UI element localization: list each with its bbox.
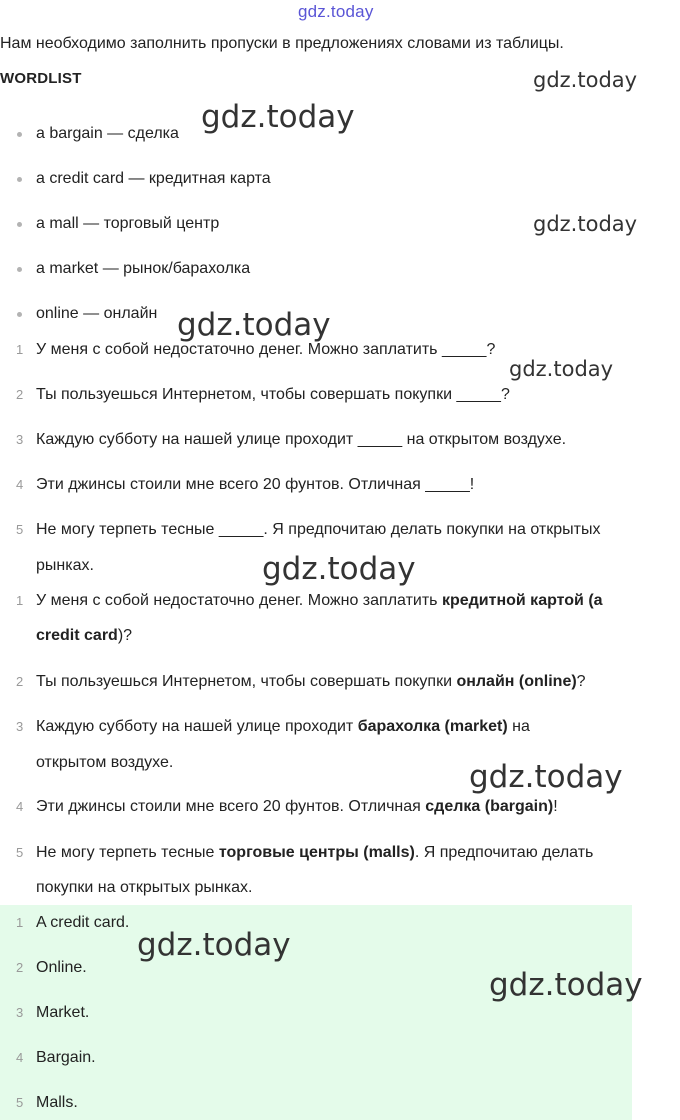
exercise-sentence: У меня с собой недостаточно денег. Можно заплатить _____? xyxy=(36,341,496,358)
list-number: 4 xyxy=(16,477,24,492)
watermark: gdz.today xyxy=(177,307,331,343)
translation-sentence-continued: credit card)? xyxy=(36,627,133,644)
bullet-icon xyxy=(17,177,22,182)
watermark-top: gdz.today xyxy=(298,2,374,21)
list-number: 3 xyxy=(16,1005,24,1020)
intro-text: Нам необходимо заполнить пропуски в предложениях словами из таблицы. xyxy=(0,35,564,52)
exercise-sentence: Ты пользуешься Интернетом, чтобы совершать покупки _____? xyxy=(36,386,510,403)
bullet-icon xyxy=(17,267,22,272)
list-number: 4 xyxy=(16,799,24,814)
answers-panel xyxy=(0,905,632,1120)
wordlist-item: a mall — торговый центр xyxy=(36,215,220,232)
list-number: 1 xyxy=(16,915,24,930)
translation-sentence-continued: открытом воздухе. xyxy=(36,754,174,771)
list-number: 2 xyxy=(16,387,24,402)
list-number: 2 xyxy=(16,960,24,975)
wordlist-item: online — онлайн xyxy=(36,305,158,322)
answer-item: Malls. xyxy=(36,1094,78,1111)
watermark: gdz.today xyxy=(201,99,355,135)
wordlist-item: a bargain — сделка xyxy=(36,125,179,142)
exercise-sentence: Эти джинсы стоили мне всего 20 фунтов. Отличная _____! xyxy=(36,476,475,493)
exercise-sentence-continued: рынках. xyxy=(36,557,94,574)
answer-item: A credit card. xyxy=(36,914,130,931)
answer-item: Bargain. xyxy=(36,1049,96,1066)
translation-sentence: Ты пользуешься Интернетом, чтобы совершать покупки онлайн (online)? xyxy=(36,673,586,690)
watermark: gdz.today xyxy=(533,68,638,92)
list-number: 5 xyxy=(16,1095,24,1110)
bullet-icon xyxy=(17,222,22,227)
watermark: gdz.today xyxy=(509,357,614,381)
list-number: 4 xyxy=(16,1050,24,1065)
list-number: 1 xyxy=(16,342,24,357)
list-number: 3 xyxy=(16,432,24,447)
bullet-icon xyxy=(17,312,22,317)
watermark: gdz.today xyxy=(137,927,291,963)
wordlist-title: WORDLIST xyxy=(0,70,82,87)
wordlist-item: a credit card — кредитная карта xyxy=(36,170,271,187)
bullet-icon xyxy=(17,132,22,137)
list-number: 2 xyxy=(16,674,24,689)
list-number: 1 xyxy=(16,593,24,608)
list-number: 5 xyxy=(16,522,24,537)
watermark: gdz.today xyxy=(533,212,638,236)
translation-sentence: У меня с собой недостаточно денег. Можно заплатить кредитной картой (a xyxy=(36,592,603,609)
list-number: 5 xyxy=(16,845,24,860)
watermark: gdz.today xyxy=(489,967,643,1003)
translation-sentence: Не могу терпеть тесные торговые центры (malls). Я предпочитаю делать xyxy=(36,844,594,861)
answer-item: Online. xyxy=(36,959,87,976)
answer-item: Market. xyxy=(36,1004,90,1021)
translation-sentence-continued: покупки на открытых рынках. xyxy=(36,879,253,896)
exercise-sentence: Не могу терпеть тесные _____. Я предпочитаю делать покупки на открытых xyxy=(36,521,601,538)
watermark: gdz.today xyxy=(469,759,623,795)
exercise-sentence: Каждую субботу на нашей улице проходит _____ на открытом воздухе. xyxy=(36,431,567,448)
translation-sentence: Эти джинсы стоили мне всего 20 фунтов. Отличная сделка (bargain)! xyxy=(36,798,558,815)
watermark: gdz.today xyxy=(262,551,416,587)
list-number: 3 xyxy=(16,719,24,734)
translation-sentence: Каждую субботу на нашей улице проходит барахолка (market) на xyxy=(36,718,530,735)
wordlist-item: a market — рынок/барахолка xyxy=(36,260,251,277)
